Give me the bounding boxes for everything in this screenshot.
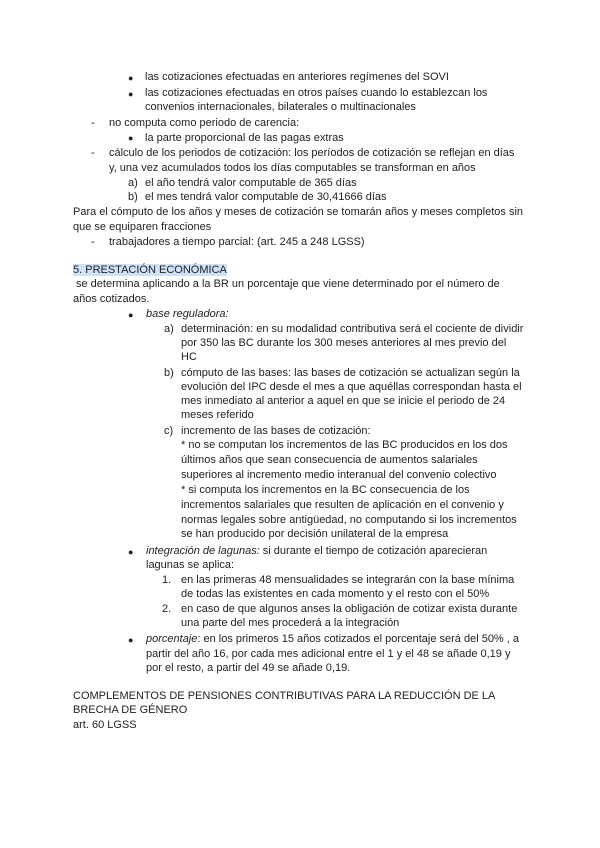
text-line: en las primeras 48 mensualidades se integrarán con la base mínima [181, 574, 515, 586]
bullet-marker: ● [128, 133, 134, 143]
text-line: por 350 las BC durante los 300 meses anteriores al mes previo del [181, 337, 507, 349]
text-line: superiores al incremento medio interanual del convenio colectivo [181, 469, 497, 481]
text-line: incremento de las bases de cotización: [181, 425, 371, 437]
highlighted-heading-text: 5. PRESTACIÓN ECONÓMICA [73, 264, 227, 276]
text-line: cálculo de los periodos de cotización: los períodos de cotización se reflejan en días [109, 147, 515, 159]
bullet-marker: ● [128, 547, 134, 557]
text-line: que se equiparen fracciones [73, 221, 212, 233]
text-line: por el resto, a partir del 49 se añade 0,19. [146, 662, 351, 674]
list-marker-b: b) [128, 191, 138, 203]
text-line: trabajadores a tiempo parcial: (art. 245 a 248 LGSS) [109, 236, 365, 248]
text-run: si durante el tiempo de cotización aparecieran [259, 545, 488, 557]
text-line: en caso de que algunos anses la obligación de cotizar exista durante [181, 603, 518, 615]
text-line: art. 60 LGSS [73, 719, 137, 731]
text-line: el mes tendrá valor computable de 30,41666 días [145, 191, 387, 203]
text-line: determinación: en su modalidad contributiva será el cociente de dividir [181, 323, 524, 335]
italic-term: porcentaje [146, 633, 198, 645]
text-line: COMPLEMENTOS DE PENSIONES CONTRIBUTIVAS PARA LA REDUCCIÓN DE LA [73, 690, 496, 702]
list-marker-b: b) [164, 367, 174, 379]
italic-term: base reguladora: [146, 308, 229, 320]
bullet-marker: ● [128, 89, 134, 99]
text-line: BRECHA DE GÉNERO [73, 704, 188, 716]
text-line: se han producido por decisión unilateral de la empresa [181, 528, 449, 540]
dash-marker: - [91, 147, 95, 159]
italic-term: integración de lagunas: [146, 545, 260, 557]
text-line: convenios internacionales, bilaterales o multinacionales [145, 101, 416, 113]
text-line: normas legales sobre antigüedad, no computando si los incrementos [181, 514, 517, 526]
text-line: se determina aplicando a la BR un porcentaje que viene determinado por el número de [76, 278, 500, 290]
text-line: últimos años que sean consecuencia de aumentos salariales [181, 454, 478, 466]
text-line: incrementos salariales que resulten de aplicación en el convenio y [181, 499, 504, 511]
text-line: evolución del IPC desde el mes a que aquéllas correspondan hasta el [181, 381, 522, 393]
text-line: las cotizaciones efectuadas en anteriores regímenes del SOVI [145, 71, 449, 83]
text-line [146, 307, 229, 321]
text-line: Para el cómputo de los años y meses de cotización se tomarán años y meses completos sin [73, 206, 524, 218]
text-line: años cotizados. [73, 293, 150, 305]
bullet-marker: ● [128, 73, 134, 83]
section-heading [73, 263, 227, 277]
dash-marker: - [91, 236, 95, 248]
text-line: HC [181, 351, 197, 363]
text-line: las cotizaciones efectuadas en otros países cuando lo establezcan los [145, 87, 488, 99]
text-line: lagunas se aplica: [146, 559, 235, 571]
list-marker-1: 1. [162, 574, 172, 586]
text-line: mes inmediato al anterior a aquel en que se inicie el periodo de 24 [181, 395, 506, 407]
text-line: no computa como periodo de carencia: [109, 117, 300, 129]
list-marker-a: a) [128, 177, 138, 189]
text-line: la parte proporcional de las pagas extras [145, 132, 344, 144]
list-marker-a: a) [164, 323, 174, 335]
text-line: y, una vez acumulados todos los días computables se transforman en años [109, 162, 476, 174]
text-line: * no se computan los incrementos de las BC producidos en los dos [181, 439, 508, 451]
text-line: de todas las existentes en cada momento y el resto con el 50% [181, 588, 490, 600]
text-line [146, 544, 487, 558]
text-run: : en los primeros 15 años cotizados el porcentaje será del 50% , a [197, 633, 520, 645]
text-line: meses referido [181, 409, 254, 421]
text-line: una parte del mes procederá a la integración [181, 617, 400, 629]
text-line: cómputo de las bases: las bases de cotización se actualizan según la [181, 367, 520, 379]
text-line: * si computa los incrementos en la BC consecuencia de los [181, 484, 470, 496]
text-line: partir del año 16, por cada mes adicional entre el 1 y el 48 se añade 0,19 y [146, 648, 511, 660]
dash-marker: - [91, 117, 95, 129]
list-marker-2: 2. [162, 603, 172, 615]
list-marker-c: c) [164, 425, 174, 437]
text-line: el año tendrá valor computable de 365 días [145, 177, 357, 189]
bullet-marker: ● [128, 310, 134, 320]
bullet-marker: ● [128, 635, 134, 645]
text-line [146, 632, 519, 646]
